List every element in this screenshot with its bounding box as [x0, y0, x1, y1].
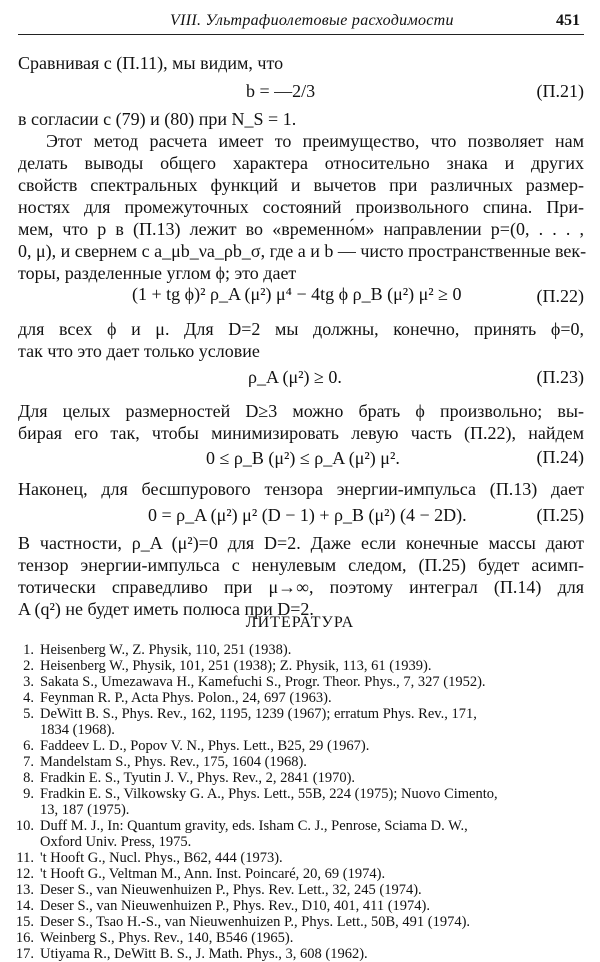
reference-number: 10. [15, 818, 34, 834]
reference-text: Heisenberg W., Physik, 101, 251 (1938); Z. Physik, 113, 61 (1939). [40, 658, 432, 674]
page-number: 451 [556, 12, 580, 29]
chapter-title: VIII. Ультрафиолетовые расходимости [170, 12, 454, 29]
reference-text: Faddeev L. D., Popov V. N., Phys. Lett., B25, 29 (1967). [40, 738, 370, 754]
paragraph-line: Для целых размерностей D≥3 можно брать ϕ произвольно; вы- [18, 401, 584, 421]
reference-text: Weinberg S., Phys. Rev., 140, B546 (1965). [40, 930, 294, 946]
reference-text: Heisenberg W., Z. Physik, 110, 251 (1938). [40, 642, 292, 658]
paragraph-line: так что это дает только условие [18, 341, 260, 361]
paragraph-line: A (q²) не будет иметь полюса при D=2. [18, 599, 314, 619]
reference-text: Oxford Univ. Press, 1975. [40, 834, 192, 850]
reference-text: Duff M. J., In: Quantum gravity, eds. Isham C. J., Penrose, Sciama D. W., [40, 818, 468, 834]
reference-text: DeWitt B. S., Phys. Rev., 162, 1195, 1239 (1967); erratum Phys. Rev., 171, [40, 706, 477, 722]
equation-p22: (1 + tg ϕ)² ρ_A (μ²) μ⁴ − 4tg ϕ ρ_B (μ²) μ² ≥ 0 [132, 284, 462, 304]
reference-number: 5. [23, 706, 34, 722]
equation-number-p23: (П.23) [536, 367, 584, 387]
paragraph-line: делать выводы общего характера относительно знака и других [18, 153, 584, 173]
reference-text: Feynman R. P., Acta Phys. Polon., 24, 697 (1963). [40, 690, 332, 706]
reference-text: Deser S., van Nieuwenhuizen P., Phys. Rev., D10, 401, 411 (1974). [40, 898, 430, 914]
paragraph-line: Наконец, для бесшпурового тензора энергии-импульса (П.13) дает [18, 479, 584, 499]
reference-text: Mandelstam S., Phys. Rev., 175, 1604 (1968). [40, 754, 307, 770]
paragraph-line: ностях для промежуточных состояний произвольного спина. При- [18, 197, 584, 217]
reference-number: 4. [23, 690, 34, 706]
reference-text: 1834 (1968). [40, 722, 115, 738]
running-header [18, 6, 584, 35]
reference-number: 2. [23, 658, 34, 674]
reference-number: 15. [15, 914, 34, 930]
equation-p21: b = —2/3 [246, 81, 316, 101]
reference-text: 13, 187 (1975). [40, 802, 130, 818]
paragraph-line: мем, что p в (П.13) лежит во «временно́м» направлении p=(0, . . . , [18, 219, 584, 239]
reference-text: Fradkin E. S., Vilkowsky G. A., Phys. Lett., 55B, 224 (1975); Nuovo Cimento, [40, 786, 498, 802]
reference-text: 't Hooft G., Veltman M., Ann. Inst. Poincaré, 20, 69 (1974). [40, 866, 386, 882]
equation-p23: ρ_A (μ²) ≥ 0. [248, 367, 342, 387]
text-line: Сравнивая с (П.11), мы видим, что [18, 53, 284, 73]
paragraph-line: В частности, ρ_A (μ²)=0 для D=2. Даже если конечные массы дают [18, 533, 584, 553]
reference-text: Deser S., Tsao H.-S., van Nieuwenhuizen P., Phys. Lett., 50B, 491 (1974). [40, 914, 471, 930]
reference-number: 14. [15, 898, 34, 914]
reference-number: 9. [23, 786, 34, 802]
paragraph-line: 0, μ), и свернем с a_μb_νa_ρb_σ, где a и b — чисто пространственные век- [18, 241, 587, 261]
reference-number: 3. [23, 674, 34, 690]
reference-number: 12. [15, 866, 34, 882]
paragraph-line: тотически справедливо при μ→∞, поэтому интеграл (П.14) для [18, 577, 584, 597]
reference-number: 8. [23, 770, 34, 786]
reference-text: Fradkin E. S., Tyutin J. V., Phys. Rev., 2, 2841 (1970). [40, 770, 356, 786]
reference-text: Deser S., van Nieuwenhuizen P., Phys. Rev. Lett., 32, 245 (1974). [40, 882, 422, 898]
reference-number: 6. [23, 738, 34, 754]
reference-text: Sakata S., Umezawava H., Kamefuchi S., Progr. Theor. Phys., 7, 327 (1952). [40, 674, 486, 690]
paragraph-line: торы, разделенные углом ϕ; это дает [18, 263, 297, 283]
reference-number: 11. [16, 850, 34, 866]
text-line: в согласии с (79) и (80) при N_S = 1. [18, 109, 297, 129]
paragraph-line: бирая его так, чтобы минимизировать левую часть (П.22), найдем [18, 423, 584, 443]
equation-number-p22: (П.22) [536, 286, 584, 306]
paragraph-line: свойств спектральных функций и вычетов при различных размер- [18, 175, 584, 195]
paragraph-line: Этот метод расчета имеет то преимущество, что позволяет нам [46, 131, 584, 151]
equation-p24: 0 ≤ ρ_B (μ²) ≤ ρ_A (μ²) μ². [206, 448, 400, 468]
paragraph-line: тензор энергии-импульса с ненулевым следом, (П.25) будет асимп- [18, 555, 584, 575]
reference-number: 17. [15, 946, 34, 962]
equation-number-p25: (П.25) [536, 505, 584, 525]
reference-number: 16. [15, 930, 34, 946]
equation-number-p24: (П.24) [536, 447, 584, 467]
reference-number: 13. [15, 882, 34, 898]
paragraph-line: для всех ϕ и μ. Для D=2 мы должны, конечно, принять ϕ=0, [18, 319, 584, 339]
reference-number: 7. [23, 754, 34, 770]
equation-number-p21: (П.21) [536, 81, 584, 101]
equation-p25: 0 = ρ_A (μ²) μ² (D − 1) + ρ_B (μ²) (4 − 2D). [148, 505, 467, 525]
reference-text: Utiyama R., DeWitt B. S., J. Math. Phys., 3, 608 (1962). [40, 946, 368, 962]
reference-number: 1. [23, 642, 34, 658]
reference-text: 't Hooft G., Nucl. Phys., B62, 444 (1973). [40, 850, 283, 866]
section-title: ЛИТЕРАТУРА [245, 614, 355, 631]
